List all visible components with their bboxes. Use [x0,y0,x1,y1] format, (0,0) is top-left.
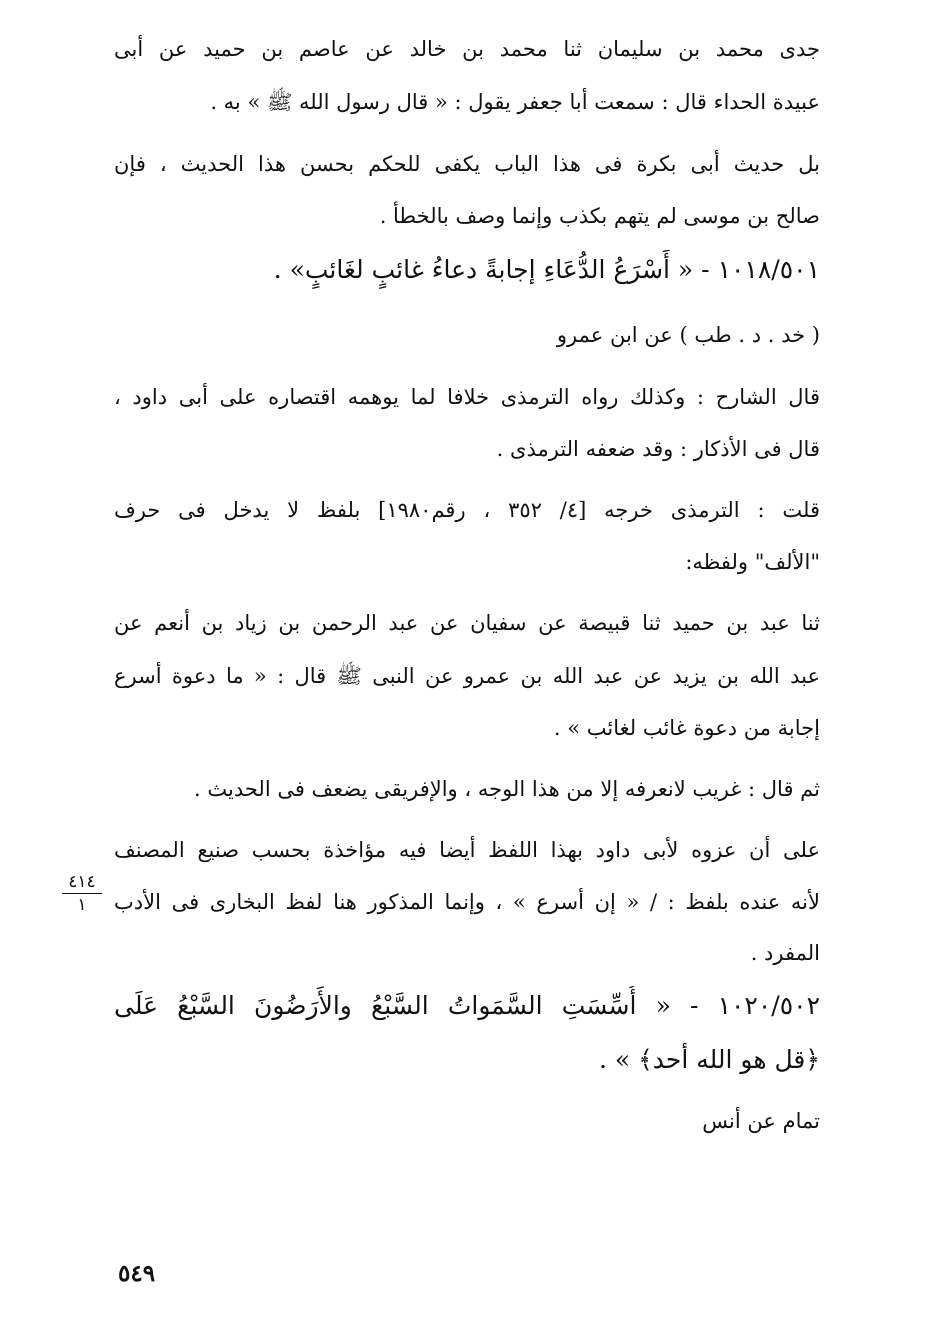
text-line: قال فى الأذكار : وقد ضعفه الترمذى . [496,437,820,461]
margin-note-top: ٤١٤ [62,872,102,894]
text-line: إجابة من دعوة غائب لغائب » . [553,716,820,740]
margin-note-bottom: ١ [77,895,87,915]
text-line: صالح بن موسى لم يتهم بكذب وإنما وصف بالخطأ . [379,204,820,228]
text-line: "الألف" ولفظه: [685,550,820,574]
text-line: لأنه عنده بلفظ : / « إن أسرع » ، وإنما المذكور هنا لفظ البخارى فى الأدب [114,890,820,914]
margin-page-reference [62,872,102,915]
text-line: ثم قال : غريب لانعرفه إلا من هذا الوجه ، والإفريقى يضعف فى الحديث . [194,777,820,801]
text-line: جدى محمد بن سليمان ثنا محمد بن خالد عن عاصم بن حميد عن أبى [114,37,820,61]
text-line: ثنا عبد بن حميد ثنا قبيصة عن سفيان عن عبد الرحمن بن زياد بن أنعم عن [114,611,820,635]
text-line: ( خد . د . طب ) عن ابن عمرو [556,323,820,347]
text-line: بل حديث أبى بكرة فى هذا الباب يكفى للحكم بحسن هذا الحديث ، فإن [114,152,820,176]
page-number: ٥٤٩ [118,1260,156,1287]
text-line: عبد الله بن يزيد عن عبد الله بن عمرو عن النبى ﷺ قال : « ما دعوة أسرع [114,664,820,688]
text-line: المفرد . [750,941,820,965]
text-line: على أن عزوه لأبى داود بهذا اللفظ أيضا فيه مؤاخذة بحسب صنيع المصنف [114,838,820,862]
text-line: قلت : الترمذى خرجه [٤/ ٣٥٢ ، رقم١٩٨٠] بلفظ لا يدخل فى حرف [114,498,820,522]
hadith-heading-continuation: ﴿قل هو الله أحد﴾ » . [598,1045,820,1074]
hadith-heading: ١٠١٨/٥٠١ - « أَسْرَعُ الدُّعَاءِ إجابةً دعاءُ غائبٍ لغَائبٍ» . [273,255,820,284]
text-line: عبيدة الحداء قال : سمعت أبا جعفر يقول : « قال رسول الله ﷺ » به . [210,90,820,114]
hadith-heading: ١٠٢٠/٥٠٢ - « أُسِّسَتِ السَّمَواتُ السَّبْعُ والأَرَضُونَ السَّبْعُ عَلَى [114,991,820,1020]
text-line: قال الشارح : وكذلك رواه الترمذى خلافا لما يوهمه اقتصاره على أبى داود ، [114,385,820,409]
text-line: تمام عن أنس [702,1109,820,1133]
